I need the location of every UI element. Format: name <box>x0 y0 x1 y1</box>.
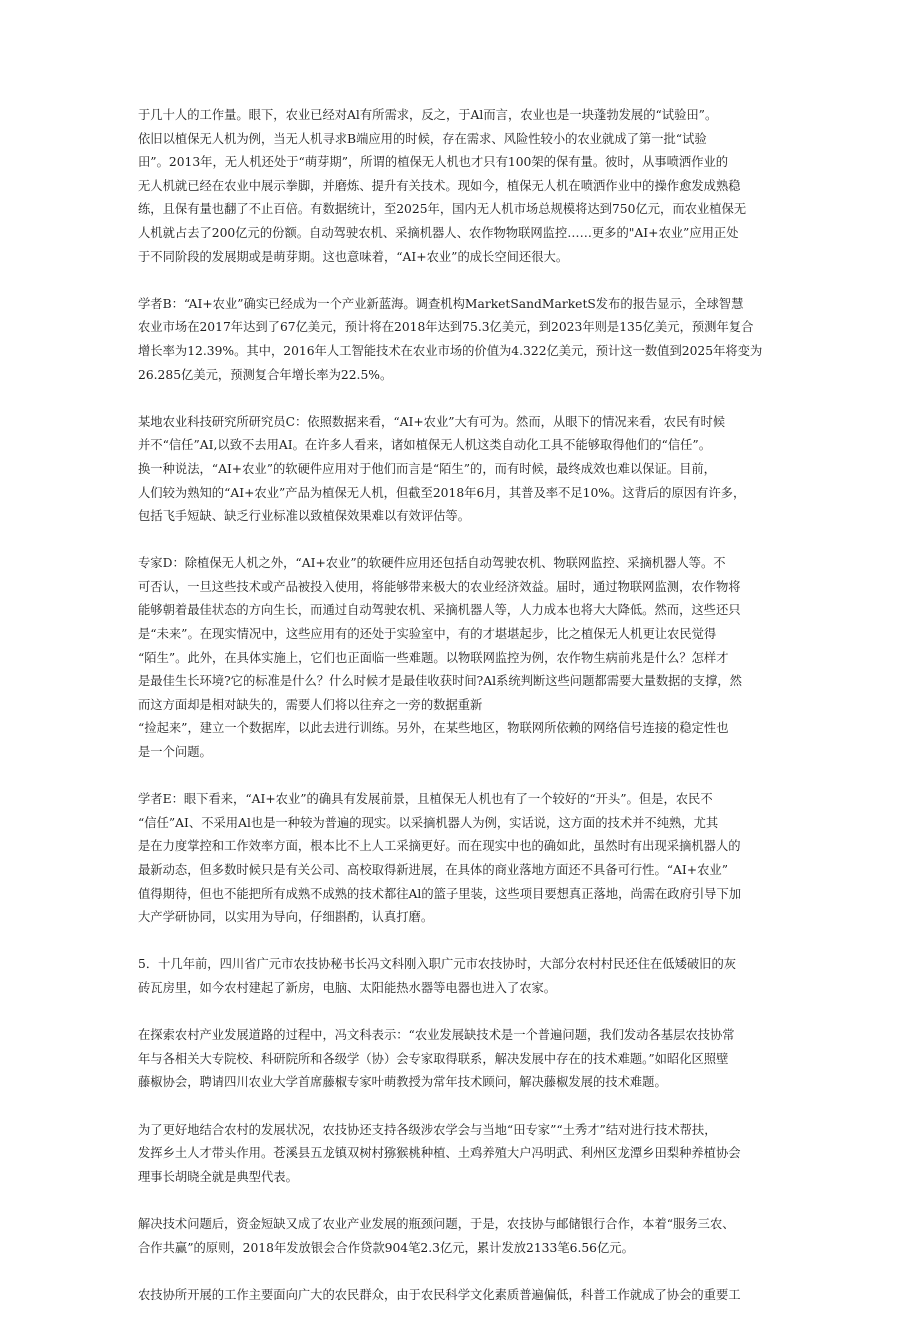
text-line: “信任”AI、不采用Al也是一种较为普遍的现实。以采摘机器人为例，实话说，这方面的技术并不纯熟，尤其 <box>138 815 719 830</box>
text-line: 最新动态，但多数时候只是有关公司、高校取得新进展，在具体的商业落地方面还不具备可行性。“AI+农业” <box>138 863 728 877</box>
text-line: 某地农业科技研究所研究员C：依照数据来看，“AI+农业”大有可为。然而，从眼下的情况来看，农民有时候 <box>138 414 726 429</box>
text-line: 藤椒协会，聘请四川农业大学首席藤椒专家叶萌教授为常年技术顾问，解决藤椒发展的技术难题。 <box>138 1075 667 1090</box>
text-line: 农业市场在2017年达到了67亿美元，预计将在2018年达到75.3亿美元，到2023年则是135亿美元，预测年复合 <box>138 320 754 335</box>
text-line: 26.285亿美元，预测复合年增长率为22.5%。 <box>138 367 393 382</box>
text-line: 并不“信任”AI,以致不去用AI。在许多人看来，诸如植保无人机这类自动化工具不能够取得他们的“信任”。 <box>138 438 712 453</box>
text-line: 为了更好地结合农村的发展状况，农技协还支持各级涉农学会与当地“田专家”“土秀才”结对进行技术帮扶， <box>138 1122 717 1137</box>
document-body <box>138 104 784 1331</box>
text-line: 发挥乡土人才带头作用。苍溪县五龙镇双树村猕猴桃种植、土鸡养殖大户冯明武、利州区龙潭乡田梨种养植协会 <box>138 1146 741 1161</box>
text-line: 而这方面却是相对缺失的，需要人们将以往弃之一旁的数据重新 <box>138 697 483 712</box>
text-line: 是最佳生长环境?它的标准是什么？什么时候才是最佳收获时间?Al系统判断这些问题都需要大量数据的支撑，然 <box>138 674 742 689</box>
paragraph <box>138 1284 784 1308</box>
text-line: 值得期待，但也不能把所有成熟不成熟的技术都往Al的篮子里装，这些项目要想真正落地，尚需在政府引导下加 <box>138 886 742 901</box>
paragraph <box>138 1119 784 1190</box>
text-line: 解决技术问题后，资金短缺又成了农业产业发展的瓶颈问题，于是，农技协与邮储银行合作，本着“服务三农、 <box>138 1216 735 1231</box>
text-line: 增长率为12.39%。其中，2016年人工智能技术在农业市场的价值为4.322亿美元，预计这一数值到2025年将变为 <box>138 343 763 358</box>
text-line: 换一种说法，“AI+农业”的软硬件应用对于他们而言是“陌生”的，而有时候，最终成效也难以保证。目前， <box>138 461 716 476</box>
text-line: 人机就占去了200亿元的份额。自动驾驶农机、采摘机器人、农作物物联网监控……更多的"AI+农业”应用正处 <box>138 225 739 240</box>
text-line: 砖瓦房里，如今农村建起了新房，电脑、太阳能热水器等电器也进入了农家。 <box>138 980 557 995</box>
paragraph <box>138 1213 784 1260</box>
text-line: 学者B：“AI+农业”确实已经成为一个产业新蓝海。调查机构MarketSandMarketS发布的报告显示，全球智慧 <box>138 296 744 311</box>
text-line: 可否认，一旦这些技术或产品被投入使用，将能够带来极大的农业经济效益。届时，通过物联网监测，农作物将 <box>138 579 741 594</box>
paragraph <box>138 788 784 930</box>
paragraph <box>138 293 784 387</box>
text-line: 学者E：眼下看来，“AI+农业”的确具有发展前景，且植保无人机也有了一个较好的“开头”。但是，农民不 <box>138 792 713 807</box>
text-line: 练，且保有量也翻了不止百倍。有数据统计，至2025年，国内无人机市场总规模将达到750亿元，而农业植保无 <box>138 202 747 217</box>
text-line: 专家D：除植保无人机之外，“AI+农业”的软硬件应用还包括自动驾驶农机、物联网监控、采摘机器人等。不 <box>138 556 726 571</box>
text-line: 田”。2013年，无人机还处于“萌芽期”，所谓的植保无人机也才只有100架的保有量。彼时，从事喷洒作业的 <box>138 155 729 170</box>
text-line: 年与各相关大专院校、科研院所和各级学（协）会专家取得联系，解决发展中存在的技术难题。”如昭化区照壁 <box>138 1051 729 1066</box>
text-line: 于不同阶段的发展期或是萌芽期。这也意味着，“AI+农业”的成长空间还很大。 <box>138 249 569 264</box>
paragraph <box>138 411 784 529</box>
text-line: 是“未来”。在现实情况中，这些应用有的还处于实验室中，有的才堪堪起步，比之植保无人机更让农民觉得 <box>138 627 717 642</box>
text-line: 人们较为熟知的“AI+农业”产品为植保无人机，但截至2018年6月，其普及率不足10%。这背后的原因有许多， <box>138 485 746 500</box>
text-line: 于几十人的工作量。眼下，农业已经对Al有所需求，反之，于Al而言，农业也是一块蓬勃发展的“试验田”。 <box>138 108 718 122</box>
text-line: 无人机就已经在农业中展示拳脚，并磨炼、提升有关技术。现如今，植保无人机在喷洒作业中的操作愈发成熟稳 <box>138 178 741 193</box>
text-line: “陌生”。此外，在具体实施上，它们也正面临一些难题。以物联网监控为例，农作物生病前兆是什么？怎样才 <box>138 650 729 665</box>
text-line: 能够朝着最佳状态的方向生长，而通过自动驾驶农机、采摘机器人等，人力成本也将大大降低。然而，这些还只 <box>138 603 741 618</box>
text-line: 在探索农村产业发展道路的过程中，冯文科表示：“农业发展缺技术是一个普遍问题，我们发动各基层农技协常 <box>138 1028 735 1043</box>
text-line: 农技协所开展的工作主要面向广大的农民群众，由于农民科学文化素质普遍偏低，科普工作就成了协会的重要工 <box>138 1287 741 1302</box>
text-line: 包括飞手短缺、缺乏行业标准以致植保效果难以有效评估等。 <box>138 509 471 524</box>
text-line: 是一个问题。 <box>138 745 212 760</box>
text-line: 5．十几年前，四川省广元市农技协秘书长冯文科刚入职广元市农技协时，大部分农村村民还住在低矮破旧的灰 <box>138 957 737 972</box>
paragraph <box>138 104 784 269</box>
text-line: 依旧以植保无人机为例，当无人机寻求B端应用的时候，存在需求、风险性较小的农业就成了第一批“试验 <box>138 131 707 146</box>
paragraph <box>138 552 784 764</box>
text-line: 合作共赢”的原则，2018年发放银会合作贷款904笔2.3亿元，累计发放2133笔6.56亿元。 <box>138 1240 634 1255</box>
paragraph <box>138 953 784 1000</box>
text-line: 是在力度掌控和工作效率方面，根本比不上人工采摘更好。而在现实中也的确如此，虽然时有出现采摘机器人的 <box>138 839 741 854</box>
text-line: 大产学研协同，以实用为导向，仔细斟酌，认真打磨。 <box>138 910 434 925</box>
text-line: “捡起来”，建立一个数据库，以此去进行训练。另外，在某些地区，物联网所依赖的网络信号连接的稳定性也 <box>138 721 729 736</box>
text-line: 理事长胡晓全就是典型代表。 <box>138 1169 298 1184</box>
paragraph <box>138 1024 784 1095</box>
